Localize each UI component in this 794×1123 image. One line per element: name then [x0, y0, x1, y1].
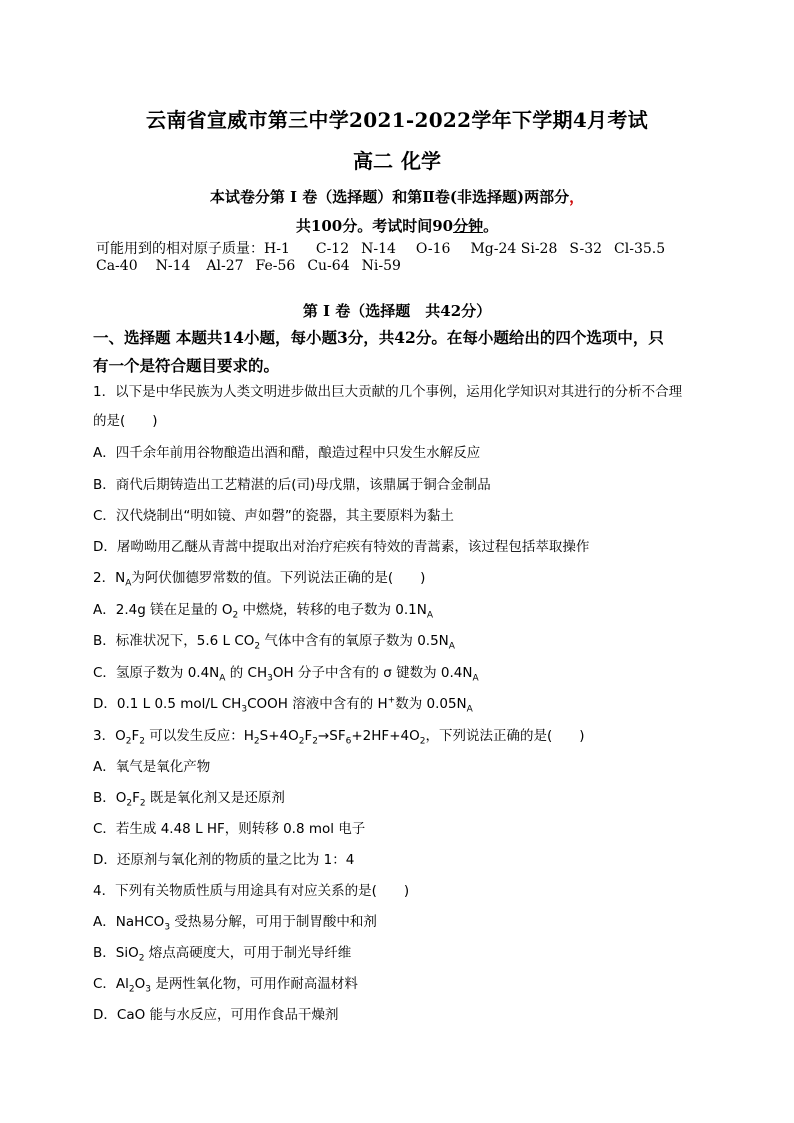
- text: A．2.4g 镁在足量的 O: [93, 602, 233, 618]
- q1-option-a: A．四千余年前用谷物酿造出酒和醋，酿造过程中只发生水解反应: [93, 445, 481, 461]
- text: O: [134, 976, 146, 992]
- text: COOH 溶液中含有的 H: [247, 696, 388, 712]
- q1-option-c: C．汉代烧制出“明如镜、声如磬”的瓷器，其主要原料为黏土: [93, 508, 454, 524]
- atoms-label: 可能用到的相对原子质量：: [96, 241, 264, 257]
- atom-item: N-14: [361, 241, 396, 257]
- intro-comma: ，: [569, 188, 585, 206]
- text: 数为 0.05N: [395, 696, 467, 712]
- text: F: [304, 728, 313, 744]
- q3-stem: [93, 724, 585, 747]
- atom-item: S-32: [569, 241, 603, 257]
- atom-item: C-12: [315, 241, 350, 257]
- q1-stem-line-1: 1．以下是中华民族为人类文明进步做出巨大贡献的几个事例，运用化学知识对其进行的分析不合理: [93, 384, 683, 400]
- intro-line-1: [0, 186, 794, 207]
- atom-item: Fe-56: [255, 258, 296, 274]
- text: ，下列说法正确的是( ): [425, 728, 585, 744]
- q3-option-c: C．若生成 4.48 L HF，则转移 0.8 mol 电子: [93, 821, 366, 837]
- text: D．0.1 L 0.5 mol/L CH: [93, 696, 242, 712]
- text: 熔点高硬度大，可用于制光导纤维: [144, 945, 352, 961]
- text: 的 CH: [225, 665, 268, 681]
- text: 受热易分解，可用于制胃酸中和剂: [170, 914, 377, 930]
- q3-option-a: A．氧气是氧化产物: [93, 759, 211, 775]
- subscript: 2: [126, 798, 133, 809]
- intro-text-2b: 分钟: [453, 217, 484, 235]
- text: F: [132, 790, 140, 806]
- intro-text-2c: 。: [483, 217, 499, 235]
- text: +2HF+4O: [351, 728, 420, 744]
- q2-option-b: [93, 629, 455, 652]
- grade-subject: [0, 145, 794, 174]
- atomic-mass-line-1: [96, 238, 677, 258]
- text: C．氢原子数为 0.4N: [93, 665, 220, 681]
- atomic-mass-line-2: [96, 258, 413, 274]
- subscript: 3: [241, 704, 248, 715]
- subscript: A: [125, 578, 132, 589]
- q2-stem-text: 2．N: [93, 570, 126, 586]
- text: →SF: [317, 728, 346, 744]
- q4-option-a: [93, 910, 377, 933]
- text: 中燃烧，转移的电子数为 0.1N: [238, 602, 427, 618]
- text: B．SiO: [93, 945, 139, 961]
- text: 3．O: [93, 728, 126, 744]
- subscript: 2: [139, 798, 146, 809]
- atom-item: Ni-59: [361, 258, 401, 274]
- section-title: 第 I 卷（选择题 共42分）: [302, 302, 492, 320]
- text: 既是氧化剂又是还原剂: [145, 790, 285, 806]
- subscript: 2: [298, 736, 305, 747]
- q2-option-c: [93, 661, 479, 684]
- subscript: 2: [254, 641, 261, 652]
- intro-line-2: [0, 215, 794, 236]
- subscript: 2: [125, 736, 132, 747]
- text: F: [131, 728, 140, 744]
- subscript: 2: [419, 736, 426, 747]
- q2-stem-text: 为阿伏伽德罗常数的值。下列说法正确的是( ): [131, 570, 426, 586]
- q2-option-d: [93, 692, 473, 715]
- q1-option-b: B．商代后期铸造出工艺精湛的后(司)母戊鼎，该鼎属于铜合金制品: [93, 477, 491, 493]
- q3-option-b: [93, 786, 285, 809]
- q1-option-d: D．屠呦呦用乙醚从青蒿中提取出对治疗疟疾有特效的青蒿素，该过程包括萃取操作: [93, 539, 590, 555]
- subscript: 2: [253, 736, 260, 747]
- subscript: 2: [312, 736, 318, 747]
- atom-item: N-14: [155, 258, 191, 274]
- subscript: 3: [267, 673, 273, 684]
- subscript: 2: [138, 953, 145, 964]
- subject-label: 化学: [401, 149, 441, 173]
- subscript: 3: [145, 984, 152, 995]
- q4-option-b: [93, 941, 351, 964]
- superscript: +: [387, 695, 396, 706]
- exam-title: 云南省宣威市第三中学2021-2022学年下学期4月考试: [146, 108, 648, 132]
- subscript: 2: [232, 610, 239, 621]
- text: B．标准状况下，5.6 L CO: [93, 633, 255, 649]
- subscript: A: [448, 641, 455, 652]
- atom-item: O-16: [415, 241, 451, 257]
- text: OH 分子中含有的 σ 键数为 0.4N: [272, 665, 473, 681]
- text: 是两性氧化物，可用作耐高温材料: [151, 976, 358, 992]
- intro-text-2a: 共100分。考试时间90: [295, 217, 454, 235]
- atom-item: Al-27: [206, 258, 244, 274]
- text: 可以发生反应：H: [144, 728, 254, 744]
- section-instruction-1: 一、选择题 本题共14小题，每小题3分，共42分。在每小题给出的四个选项中，只: [93, 328, 664, 347]
- q2-option-a: [93, 598, 433, 621]
- section-instruction-2: 有一个是符合题目要求的。: [93, 356, 280, 375]
- grade-label: 高二: [353, 149, 393, 173]
- subscript: 2: [128, 984, 135, 995]
- q4-option-c: [93, 972, 358, 995]
- atom-item: Mg-24 Si-28: [470, 241, 558, 257]
- q3-option-d: D．还原剂与氧化剂的物质的量之比为 1：4: [93, 852, 355, 868]
- q4-stem: 4．下列有关物质性质与用途具有对应关系的是( ): [93, 883, 410, 899]
- subscript: A: [426, 610, 434, 621]
- intro-text-1: 本试卷分第 I 卷（选择题）和第Ⅱ卷(非选择题)两部分: [209, 188, 570, 206]
- subscript: A: [219, 673, 226, 684]
- text: A．NaHCO: [93, 914, 165, 930]
- text: S+4O: [259, 728, 299, 744]
- atom-item: Cu-64: [307, 258, 350, 274]
- subscript: A: [466, 704, 473, 715]
- text: B．O: [93, 790, 127, 806]
- subscript: A: [472, 673, 479, 684]
- subscript: 3: [164, 922, 171, 933]
- subscript: 6: [345, 736, 352, 747]
- text: C．Al: [93, 976, 129, 992]
- subscript: 2: [139, 736, 145, 747]
- atom-item: Ca-40: [96, 258, 138, 274]
- q4-option-d: D．CaO 能与水反应，可用作食品干燥剂: [93, 1007, 339, 1023]
- q2-stem: [93, 566, 425, 589]
- atom-item: Cl-35.5: [614, 241, 666, 257]
- text: 气体中含有的氧原子数为 0.5N: [260, 633, 449, 649]
- atom-item: H-1: [264, 241, 290, 257]
- q1-stem-line-2: 的是( ): [93, 413, 158, 429]
